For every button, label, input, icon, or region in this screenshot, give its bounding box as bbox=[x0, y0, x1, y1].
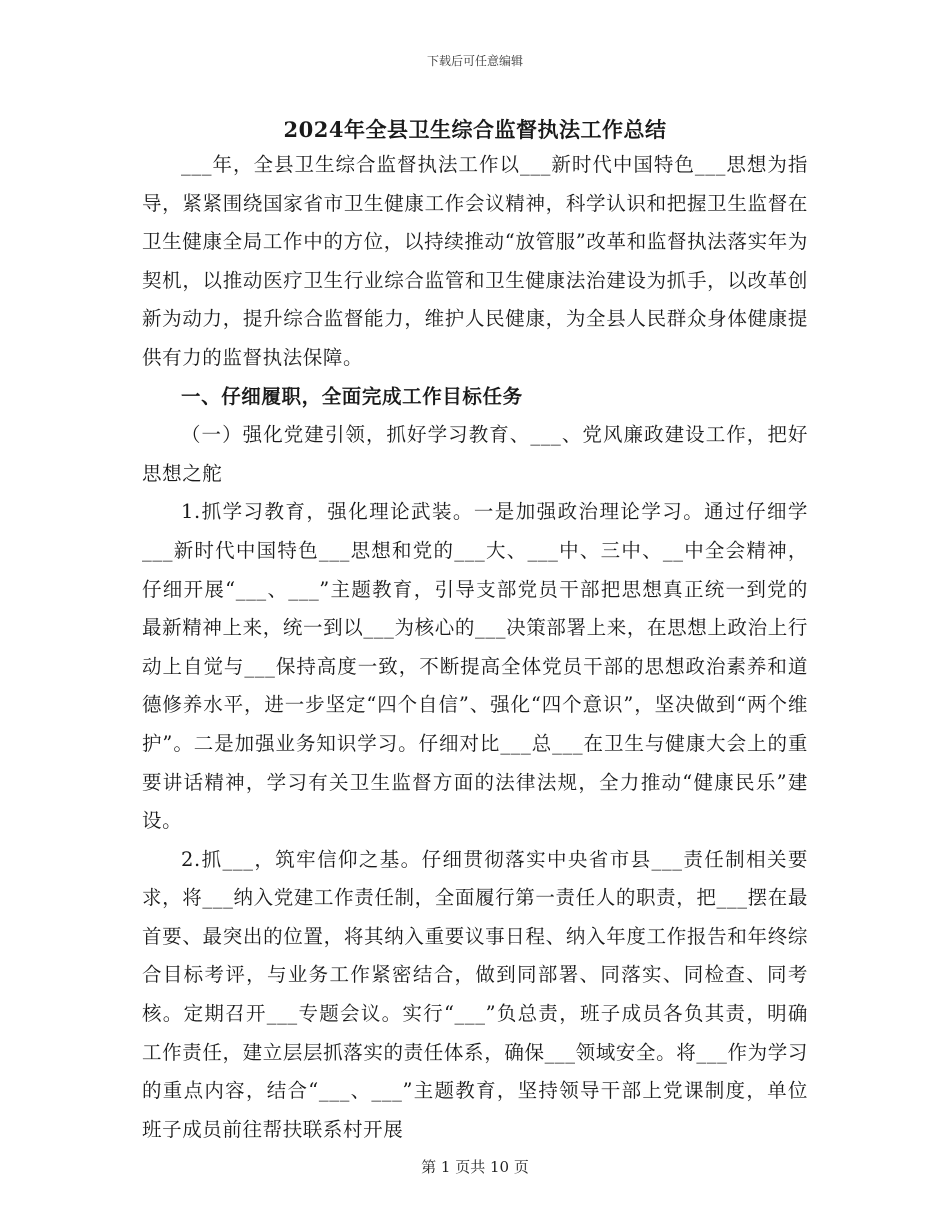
page-header: 下载后可任意编辑 bbox=[426, 54, 523, 68]
section-heading-1: 一、仔细履职，全面完成工作目标任务 bbox=[181, 384, 523, 408]
body-paragraph-2: 2.抓___，筑牢信仰之基。仔细贯彻落实中央省市县___责任制相关要求，将___纳入党建工作责任制，全面履行第一责任人的职责，把___摆在最首要、最突出的位置，将其纳入重要议事日程、纳入年度工作报告和年终综合目标考评，与业务工作紧密结合，做到同部署、同落实、同检查、同考核。定期召开___专题会议。实行“___”负总责，班子成员各负其责，明确工作责任，建立层层抓落实的责任体系，确保___领域安全。将___作为学习的重点内容，结合“___、___”主题教育，坚持领导干部上党课制度，单位班子成员前往帮扶联系村开展 bbox=[142, 847, 808, 1141]
intro-paragraph: ___年，全县卫生综合监督执法工作以___新时代中国特色___思想为指导，紧紧围绕国家省市卫生健康工作会议精神，科学认识和把握卫生监督在卫生健康全局工作中的方位，以持续推动“放管服”改革和监督执法落实年为契机，以推动医疗卫生行业综合监管和卫生健康法治建设为抓手，以改革创新为动力，提升综合监督能力，维护人民健康，为全县人民群众身体健康提供有力的监督执法保障。 bbox=[142, 153, 808, 369]
subsection-heading-1: （一）强化党建引领，抓好学习教育、___、党风廉政建设工作，把好思想之舵 bbox=[142, 423, 808, 485]
body-paragraph-1: 1.抓学习教育，强化理论武装。一是加强政治理论学习。通过仔细学___新时代中国特色___思想和党的___大、___中、三中、__中全会精神，仔细开展“___、___”主题教育，引导支部党员干部把思想真正统一到党的最新精神上来，统一到以___为核心的___决策部署上来，在思想上政治上行动上自觉与___保持高度一致，不断提高全体党员干部的思想政治素养和道德修养水平，进一步坚定“四个自信”、强化“四个意识”，坚决做到“两个维护”。二是加强业务知识学习。仔细对比___总___在卫生与健康大会上的重要讲话精神，学习有关卫生监督方面的法律法规，全力推动“健康民乐”建设。 bbox=[142, 500, 808, 833]
document-title: 2024年全县卫生综合监督执法工作总结 bbox=[283, 117, 667, 142]
document-body bbox=[142, 146, 808, 1149]
page-footer: 第 1 页共 10 页 bbox=[421, 1158, 529, 1176]
